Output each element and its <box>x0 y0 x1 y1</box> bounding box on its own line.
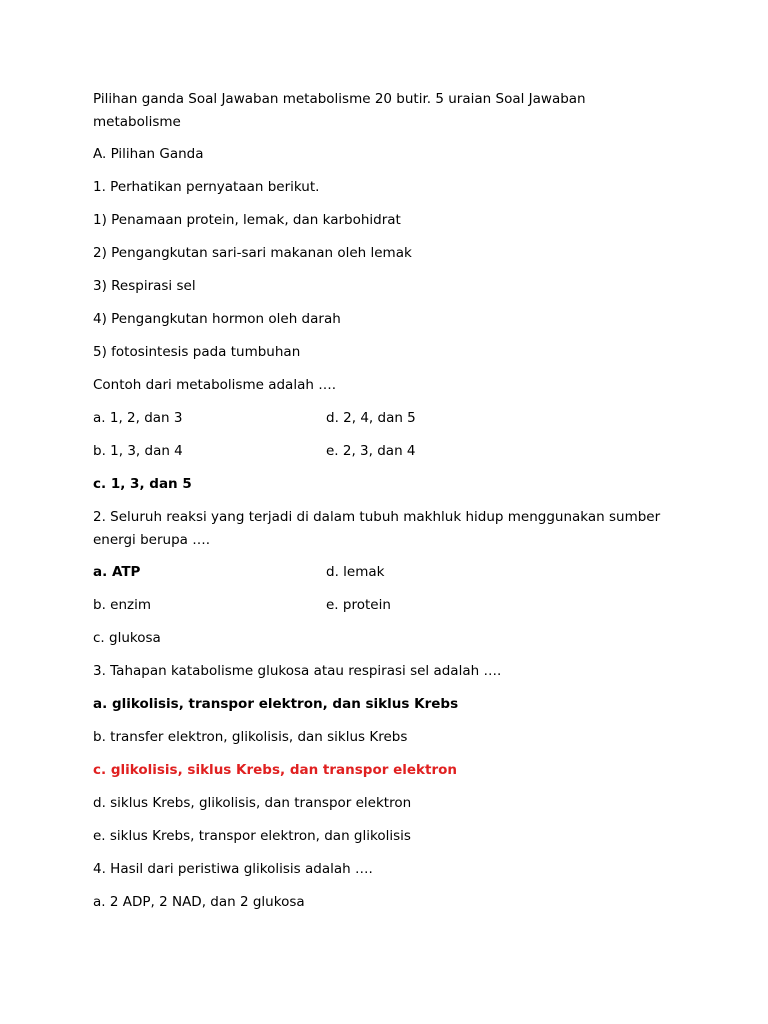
q2-option-e: e. protein <box>326 597 391 613</box>
q1-option-b: b. 1, 3, dan 4 <box>93 443 183 459</box>
q2-option-a-answer: a. ATP <box>93 564 141 580</box>
section-heading: A. Pilihan Ganda <box>93 146 204 162</box>
q3-option-c-answer: c. glikolisis, siklus Krebs, dan transpor elektron <box>93 762 457 778</box>
question-1-prompt: Contoh dari metabolisme adalah …. <box>93 377 336 393</box>
statement-3: 3) Respirasi sel <box>93 278 196 294</box>
q1-option-a: a. 1, 2, dan 3 <box>93 410 183 426</box>
q3-option-e: e. siklus Krebs, transpor elektron, dan glikolisis <box>93 828 411 844</box>
q2-option-d: d. lemak <box>326 564 385 580</box>
q1-option-d: d. 2, 4, dan 5 <box>326 410 416 426</box>
question-2: 2. Seluruh reaksi yang terjadi di dalam tubuh makhluk hidup menggunakan sumber energi berupa …. <box>93 509 661 548</box>
q4-option-a: a. 2 ADP, 2 NAD, dan 2 glukosa <box>93 894 305 910</box>
statement-1: 1) Penamaan protein, lemak, dan karbohidrat <box>93 212 401 228</box>
statement-4: 4) Pengangkutan hormon oleh darah <box>93 311 341 327</box>
q3-option-a: a. glikolisis, transpor elektron, dan siklus Krebs <box>93 696 459 712</box>
q2-option-c: c. glukosa <box>93 630 161 646</box>
statement-5: 5) fotosintesis pada tumbuhan <box>93 344 301 360</box>
statement-2: 2) Pengangkutan sari-sari makanan oleh lemak <box>93 245 412 261</box>
q3-option-d: d. siklus Krebs, glikolisis, dan transpor elektron <box>93 795 412 811</box>
q1-option-c-answer: c. 1, 3, dan 5 <box>93 476 192 492</box>
q1-option-e: e. 2, 3, dan 4 <box>326 443 416 459</box>
question-4: 4. Hasil dari peristiwa glikolisis adalah …. <box>93 861 373 877</box>
q2-option-b: b. enzim <box>93 597 152 613</box>
q3-option-b: b. transfer elektron, glikolisis, dan siklus Krebs <box>93 729 408 745</box>
question-1: 1. Perhatikan pernyataan berikut. <box>93 179 320 195</box>
question-3: 3. Tahapan katabolisme glukosa atau respirasi sel adalah …. <box>93 663 502 679</box>
document-title: Pilihan ganda Soal Jawaban metabolisme 20 butir. 5 uraian Soal Jawaban metabolisme <box>93 91 586 130</box>
